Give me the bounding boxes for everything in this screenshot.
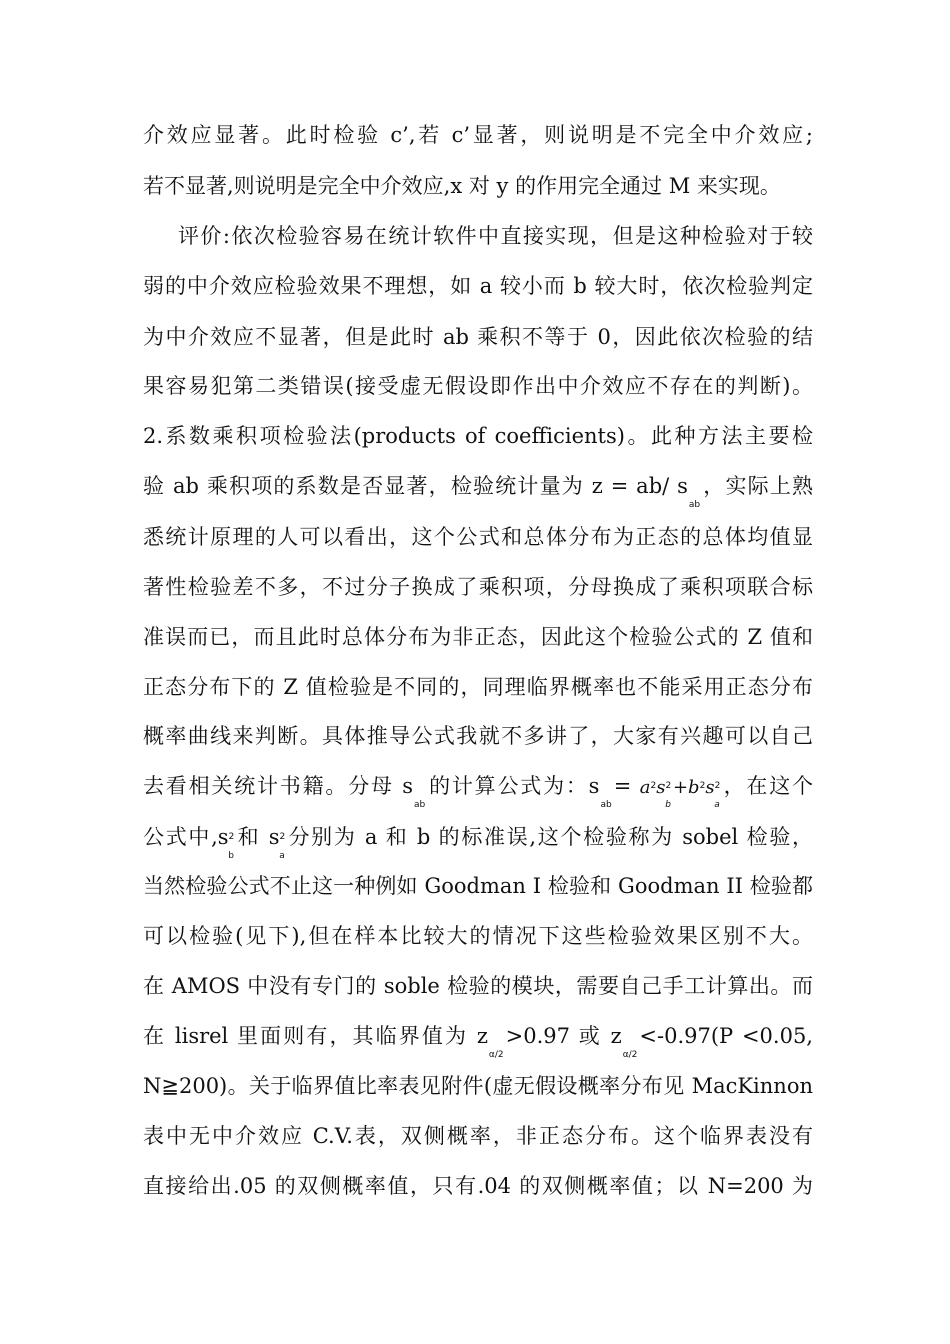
- text-line: 介效应显著。此时检验 c’,若 c’显著，则说明是不完全中介效应;: [143, 123, 813, 147]
- text-line: 准误而已，而且此时总体分布为非正态，因此这个检验公式的 Z 值和: [143, 625, 813, 649]
- subscript: α/2: [622, 1050, 638, 1060]
- text-line: 在 AMOS 中没有专门的 soble 检验的模块，需要自己手工计算出。而: [143, 974, 813, 998]
- text-line: 当然检验公式不止这一种例如 Goodman I 检验和 Goodman II 检验都: [143, 874, 813, 898]
- superscript: 2: [228, 832, 235, 842]
- text-line: 著性检验差不多，不过分子换成了乘积项，分母换成了乘积项联合标: [143, 575, 813, 599]
- subscript: a: [714, 800, 720, 810]
- text-line: 悉统计原理的人可以看出，这个公式和总体分布为正态的总体均值显: [143, 525, 813, 549]
- text-line: 评价:依次检验容易在统计软件中直接实现，但是这种检验对于较: [178, 224, 813, 248]
- subscript: ab: [414, 800, 426, 810]
- formula-symbol: a: [639, 777, 651, 798]
- text-line: 果容易犯第二类错误(接受虚无假设即作出中介效应不存在的判断)。: [143, 374, 813, 398]
- equals-sign: =: [613, 774, 632, 798]
- text-segment: >0.97 或 z: [505, 1024, 622, 1048]
- text-segment: 分别为 a 和 b 的标准误,这个检验称为 sobel 检验，: [286, 825, 814, 849]
- superscript: 2: [650, 781, 657, 791]
- text-line: 概率曲线来判断。具体推导公式我就不多讲了，大家有兴趣可以自己: [143, 724, 813, 748]
- subscript: a: [279, 851, 285, 861]
- text-segment: 公式中,s: [143, 825, 229, 849]
- text-line-with-subscript: [143, 1022, 813, 1060]
- superscript: 2: [699, 781, 706, 791]
- text-line: N≧200)。关于临界值比率表见附件(虚无假设概率分布见 MacKinnon: [143, 1074, 813, 1098]
- text-line: 可以检验(见下),但在样本比较大的情况下这些检验效果区别不大。: [143, 924, 813, 948]
- superscript: 2: [665, 781, 672, 791]
- text-segment: 在 lisrel 里面则有，其临界值为 z: [143, 1024, 488, 1048]
- text-line: 2.系数乘积项检验法(products of coefficients)。此种方法主要检: [143, 424, 813, 448]
- text-segment: 验 ab 乘积项的系数是否显著，检验统计量为 z = ab/ s: [143, 474, 688, 498]
- text-line: 表中无中介效应 C.V.表，双侧概率，非正态分布。这个临界表没有: [143, 1124, 813, 1148]
- subscript: ab: [688, 500, 701, 510]
- subscript: b: [228, 851, 234, 861]
- text-line: 直接给出.05 的双侧概率值，只有.04 的双侧概率值；以 N=200 为: [143, 1174, 813, 1198]
- text-line: 为中介效应不显著，但是此时 ab 乘积不等于 0，因此依次检验的结: [143, 325, 813, 349]
- subscript: ab: [600, 800, 612, 810]
- sobel-se-formula: [639, 777, 722, 810]
- text-line-with-subscript: [143, 472, 814, 510]
- text-segment: <-0.97(P <0.05,: [639, 1024, 813, 1048]
- text-segment: ，实际上熟: [702, 474, 814, 498]
- text-line-with-formula: [143, 823, 814, 861]
- formula-symbol: s: [656, 777, 666, 798]
- text-segment: 和 s: [235, 825, 280, 849]
- text-line: 正态分布下的 Z 值检验是不同的，同理临界概率也不能采用正态分布: [143, 675, 813, 699]
- formula-symbol: b: [688, 777, 700, 798]
- formula-symbol: s: [705, 777, 715, 798]
- superscript: 2: [279, 832, 286, 842]
- text-line-with-formula: [143, 772, 814, 810]
- text-line: 若不显著,则说明是完全中介效应,x 对 y 的作用完全通过 M 来实现。: [143, 174, 781, 198]
- superscript: 2: [714, 781, 721, 791]
- text-line: 弱的中介效应检验效果不理想，如 a 较小而 b 较大时，依次检验判定: [143, 274, 813, 298]
- text-segment: ，在这个: [721, 774, 814, 798]
- text-segment: 的计算公式为：s: [427, 774, 600, 798]
- subscript: b: [665, 800, 671, 810]
- subscript: α/2: [488, 1050, 504, 1060]
- text-segment: 去看相关统计书籍。分母 s: [143, 774, 414, 798]
- plus-sign: +: [672, 777, 689, 798]
